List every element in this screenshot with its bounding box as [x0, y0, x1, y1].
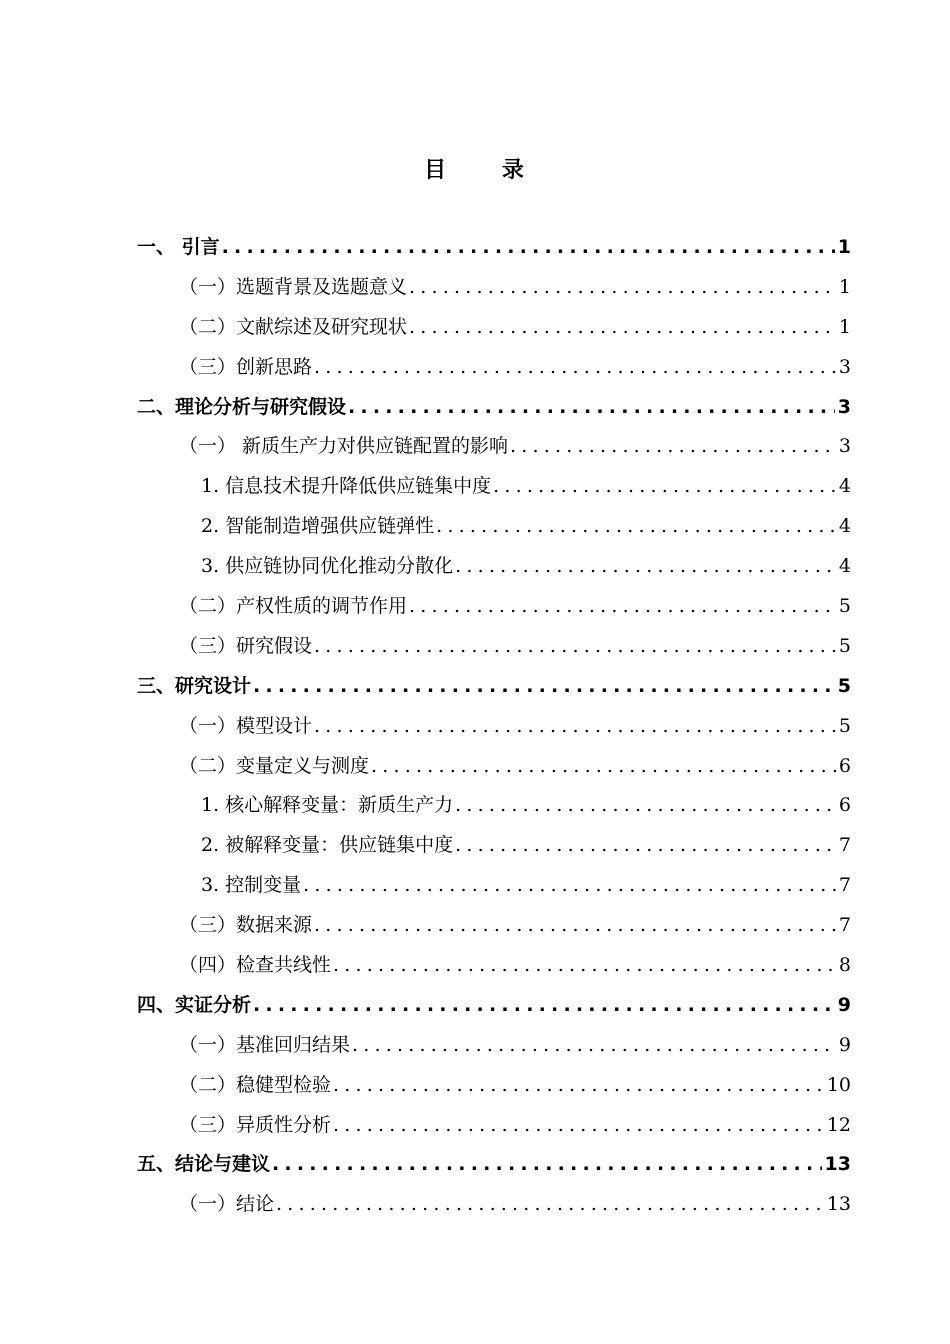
- dot-leader: [409, 587, 836, 627]
- toc-entry[interactable]: [137, 388, 851, 428]
- toc-entry-page-number: 9: [838, 1033, 851, 1056]
- toc-entry-label: （三）创新思路: [179, 355, 313, 378]
- toc-entry[interactable]: [137, 348, 851, 388]
- toc-entry[interactable]: [137, 547, 851, 587]
- toc-entry-page-number: 1: [838, 315, 851, 338]
- dot-leader: [253, 986, 835, 1026]
- toc-entry-page-number: 13: [824, 1153, 851, 1176]
- toc-entry-label: 1. 信息技术提升降低供应链集中度: [201, 475, 492, 498]
- toc-entry[interactable]: [137, 786, 851, 826]
- toc-entry-label: （二）产权性质的调节作用: [179, 595, 408, 618]
- toc-entry-page-number: 9: [837, 993, 851, 1016]
- toc-entry[interactable]: [137, 1185, 851, 1225]
- dot-leader: [314, 906, 836, 946]
- toc-entry[interactable]: [137, 1066, 851, 1106]
- toc-entry-label: 二、理论分析与研究假设: [137, 395, 347, 418]
- toc-entry[interactable]: [137, 1106, 851, 1146]
- toc-entry-page-number: 6: [838, 794, 851, 817]
- toc-entry-label: （三）异质性分析: [179, 1113, 332, 1136]
- dot-leader: [303, 866, 836, 906]
- toc-title: 目 录: [424, 158, 526, 183]
- toc-entry-page-number: 5: [838, 634, 851, 657]
- dot-leader: [493, 467, 836, 507]
- dot-leader: [352, 1026, 836, 1066]
- toc-entry[interactable]: [137, 707, 851, 747]
- toc-entry-page-number: 3: [837, 395, 851, 418]
- toc-entry-page-number: 4: [838, 475, 851, 498]
- toc-entry-label: （一） 新质生产力对供应链配置的影响: [179, 435, 509, 458]
- toc-entry[interactable]: [137, 427, 851, 467]
- dot-leader: [409, 308, 836, 348]
- toc-entry-label: （一）模型设计: [179, 714, 313, 737]
- toc-entry-label: （四）检查共线性: [179, 954, 332, 977]
- toc-entry-page-number: 10: [826, 1073, 851, 1096]
- toc-entry-label: 2. 被解释变量：供应链集中度: [201, 834, 454, 857]
- toc-entry[interactable]: [137, 507, 851, 547]
- toc-entry[interactable]: [137, 268, 851, 308]
- toc-entry[interactable]: [137, 308, 851, 348]
- toc-entry-page-number: 6: [838, 754, 851, 777]
- toc-entry-label: 五、结论与建议: [137, 1153, 271, 1176]
- toc-entry-label: 2. 智能制造增强供应链弹性: [201, 515, 435, 538]
- dot-leader: [314, 627, 836, 667]
- toc-entry-label: 3. 控制变量: [201, 874, 302, 897]
- dot-leader: [455, 547, 836, 587]
- toc-entry-label: 三、研究设计: [137, 674, 252, 697]
- toc-entry-page-number: 5: [838, 595, 851, 618]
- dot-leader: [455, 826, 836, 866]
- toc-entry-page-number: 3: [838, 355, 851, 378]
- dot-leader: [333, 946, 836, 986]
- dot-leader: [409, 268, 836, 308]
- dot-leader: [436, 507, 836, 547]
- toc-entry-label: （二）变量定义与测度: [179, 754, 370, 777]
- toc-entry-label: （三）数据来源: [179, 914, 313, 937]
- toc-entry-label: 四、实证分析: [137, 993, 252, 1016]
- dot-leader: [253, 667, 835, 707]
- toc-entry-page-number: 4: [838, 515, 851, 538]
- toc-entry-label: （一）基准回归结果: [179, 1033, 351, 1056]
- toc-entry-label: 3. 供应链协同优化推动分散化: [201, 555, 454, 578]
- dot-leader: [314, 707, 836, 747]
- toc-entry[interactable]: [137, 467, 851, 507]
- toc-entry-page-number: 3: [838, 435, 851, 458]
- toc-entry-page-number: 1: [838, 275, 851, 298]
- toc-entry-label: 1. 核心解释变量：新质生产力: [201, 794, 454, 817]
- toc-entry-page-number: 5: [838, 714, 851, 737]
- toc-entry[interactable]: [137, 906, 851, 946]
- toc-entry-page-number: 5: [837, 674, 851, 697]
- dot-leader: [510, 427, 836, 467]
- toc-entry[interactable]: [137, 587, 851, 627]
- toc-entry[interactable]: [137, 627, 851, 667]
- toc-entry-label: （三）研究假设: [179, 634, 313, 657]
- dot-leader: [455, 786, 836, 826]
- toc-entry[interactable]: [137, 667, 851, 707]
- toc-entry-label: （二）稳健型检验: [179, 1073, 332, 1096]
- toc-entry[interactable]: [137, 228, 851, 268]
- toc-entry[interactable]: [137, 826, 851, 866]
- toc-entry[interactable]: [137, 866, 851, 906]
- dot-leader: [333, 1066, 824, 1106]
- toc-entry[interactable]: [137, 986, 851, 1026]
- dot-leader: [276, 1185, 824, 1225]
- toc-entry-label: （一）选题背景及选题意义: [179, 275, 408, 298]
- toc-entry-page-number: 8: [838, 954, 851, 977]
- dot-leader: [333, 1106, 824, 1146]
- toc-entry-label: 一、 引言: [137, 236, 220, 258]
- toc-entry[interactable]: [137, 946, 851, 986]
- toc-entry-page-number: 7: [838, 834, 851, 857]
- toc-entry[interactable]: [137, 1145, 851, 1185]
- dot-leader: [314, 348, 836, 388]
- toc-entry-page-number: 12: [826, 1113, 851, 1136]
- dot-leader: [272, 1145, 822, 1185]
- dot-leader: [348, 388, 835, 428]
- toc-entry[interactable]: [137, 1026, 851, 1066]
- dot-leader: [371, 747, 836, 787]
- toc-entry-label: （一）结论: [179, 1193, 275, 1216]
- toc-entry-page-number: 7: [838, 874, 851, 897]
- toc-entry-page-number: 13: [826, 1193, 851, 1216]
- toc-entry[interactable]: [137, 747, 851, 787]
- toc-entry-page-number: 4: [838, 555, 851, 578]
- table-of-contents: [137, 228, 851, 1225]
- dot-leader: [222, 228, 835, 268]
- toc-entry-page-number: 1: [837, 236, 851, 258]
- toc-entry-label: （二）文献综述及研究现状: [179, 315, 408, 338]
- toc-entry-page-number: 7: [838, 914, 851, 937]
